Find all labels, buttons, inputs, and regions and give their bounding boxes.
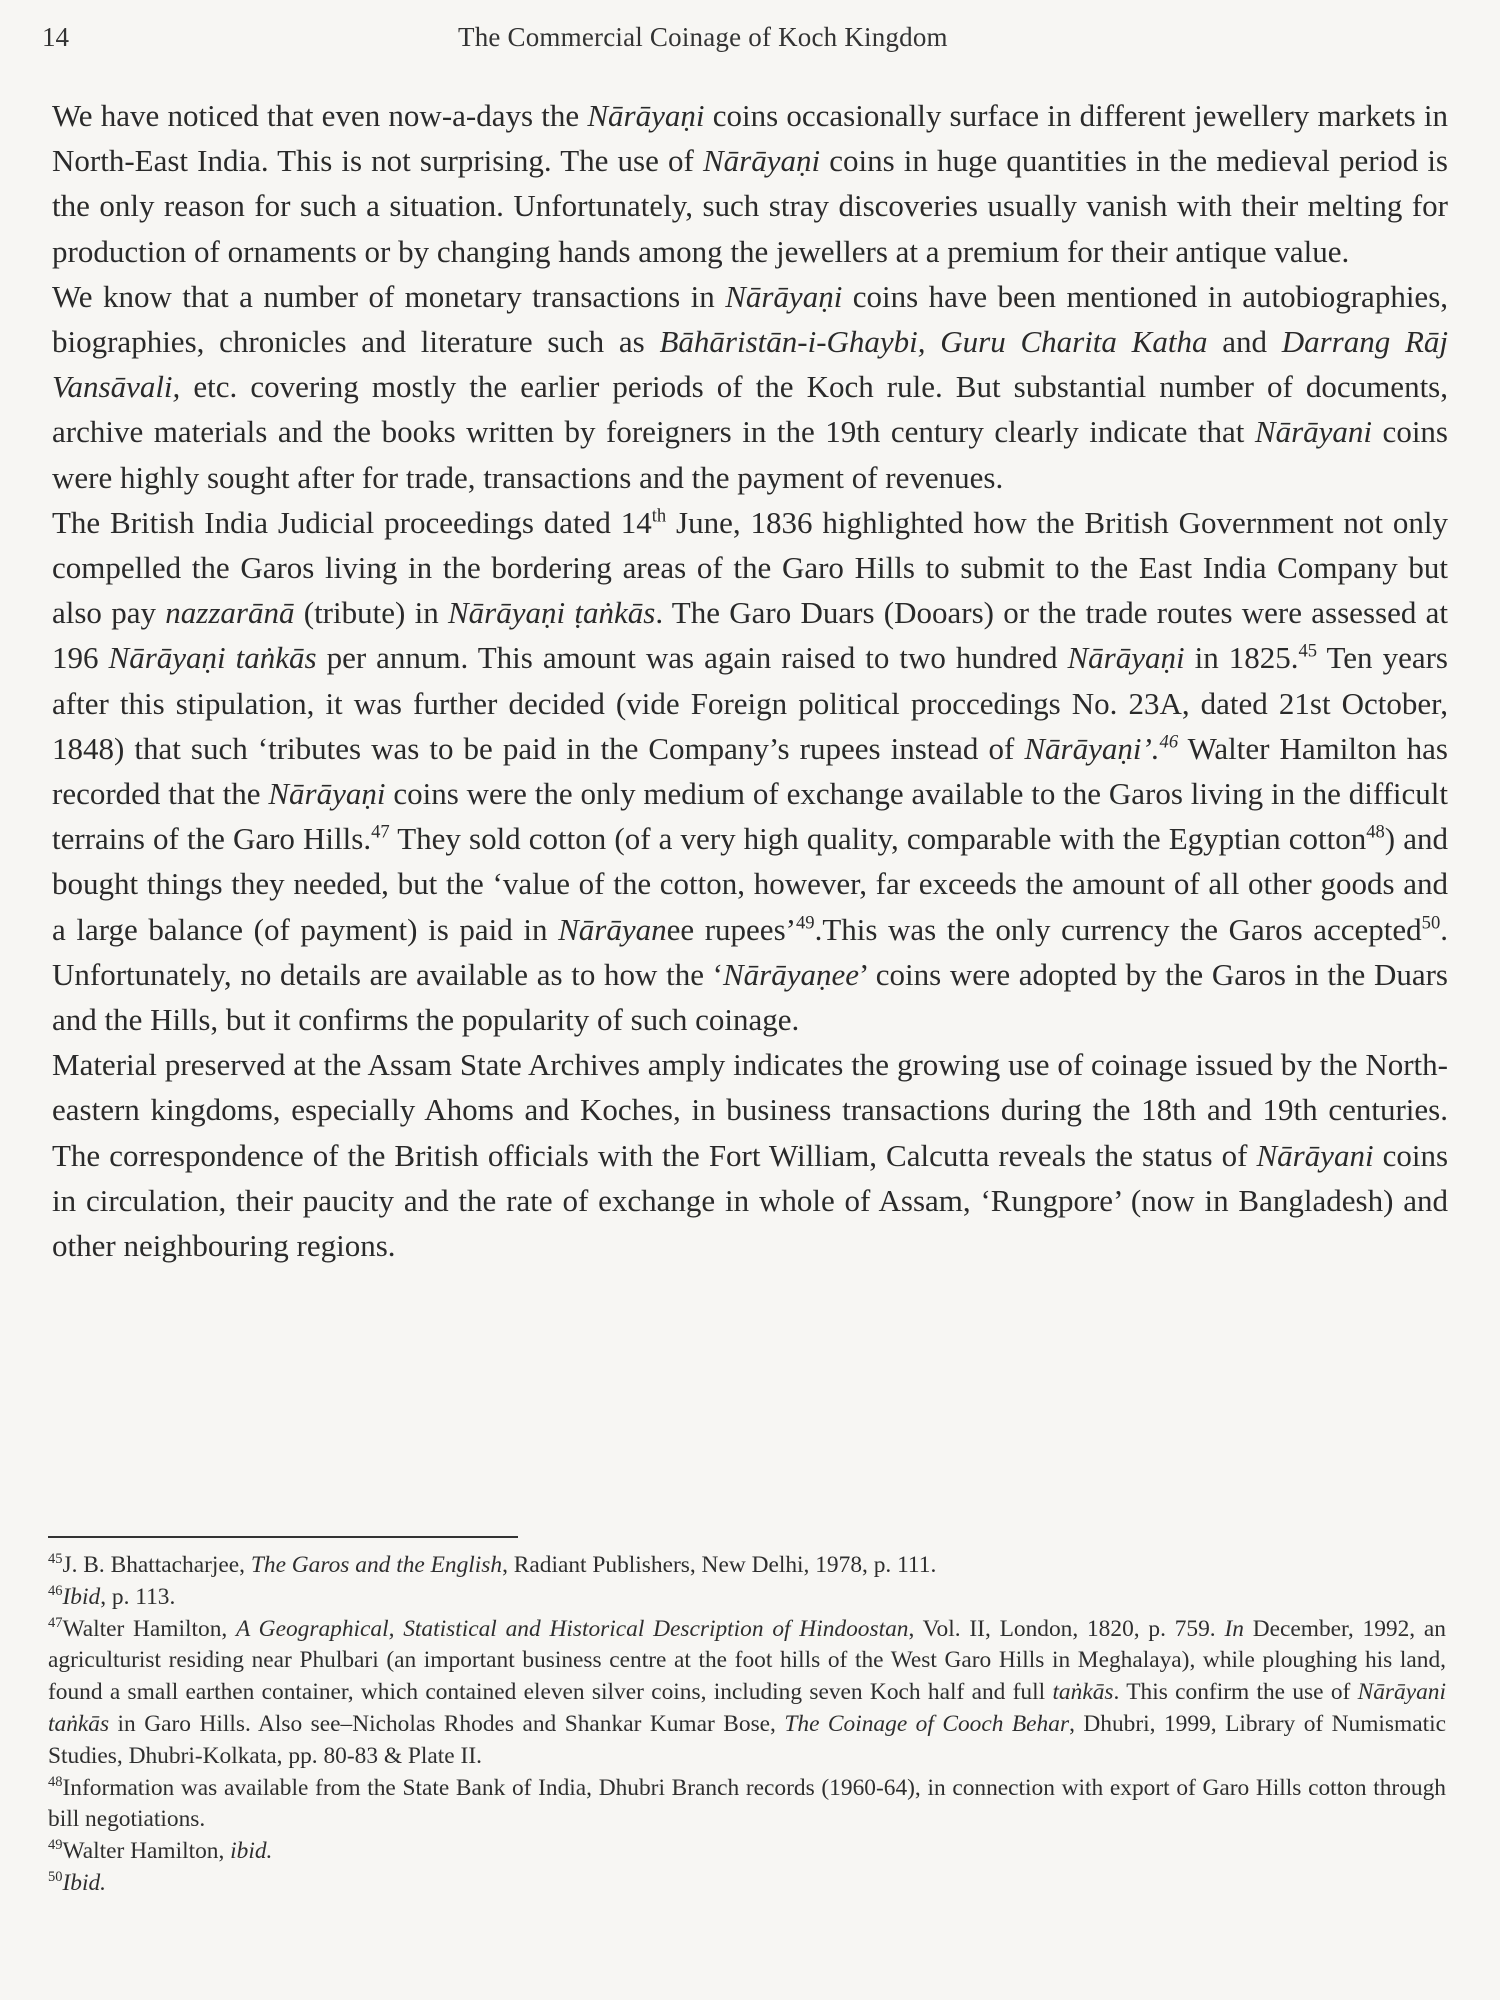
italic-term: In [1224,1615,1244,1642]
footnote [48,1868,1446,1900]
text-run: per annum. This amount was again raised to two hundred [316,640,1068,676]
text-run: . Unfortunately, no details are available as to how the ‘ [52,911,1448,992]
text-run: June, 1836 highlighted how the British Government not only compelled the Garos living in the bordering areas of the Garo Hills to submit to the East India Company but also pay [52,504,1448,631]
text-run: coins have been mentioned in autobiographies, biographies, chronicles and literature such as [52,278,1449,360]
footnote-ref: th [651,505,667,527]
italic-term: Nārāyaṇi ṭaṅkās [447,595,656,631]
text-run: . This confirm the use of [1113,1679,1358,1706]
footnote [48,1550,1446,1582]
italic-term: Nārāyani [1254,414,1373,450]
running-title: The Commercial Coinage of Koch Kingdom [458,22,948,52]
footnote-ref: 48 [1366,821,1385,843]
text-run: coins in huge quantities in the medieval period is the only reason for such a situation. Unfortunately, such stray discoveries usually vanish with their melting for production of ornaments or by changing hands among the jewellers at a premium for their antique value. [52,143,1448,269]
footnote-ref: 49 [795,912,815,934]
paragraph [52,274,1448,500]
text-run: ’ coins were adopted by the Garos in the Duars and the Hills, but it confirms the popularity of such coinage. [52,956,1448,1038]
text-run: Ten years after this stipulation, it was further decided (vide Foreign political proccedings No. 23A, dated 21st October, 1848) that such ‘tributes was to be paid in the Company’s rupees instead of [52,640,1448,766]
text-run: in 1825. [1184,640,1299,676]
text-run: in Garo Hills. Also see–Nicholas Rhodes and Shankar Kumar Bose, [109,1710,785,1737]
footnote-ref: 47 [371,821,390,843]
text-run: coins in circulation, their paucity and the rate of exchange in whole of Assam, ‘Rungpore’ (now in Bangladesh) and other neighbouring regions. [52,1137,1449,1264]
italic-term: nazzarānā [165,595,295,631]
text-run: coins occasionally surface in different jewellery markets in North-East India. This is not surprising. The use of [52,98,1449,179]
running-header [0,22,1500,62]
footnote-number: 47 [48,1614,63,1631]
italic-term: Ibid. [62,1869,107,1896]
italic-term: Nārāyaṇi [702,143,821,179]
text-run: etc. covering mostly the earlier periods of the Koch rule. But substantial number of documents, archive materials and the books written by foreigners in the 19th century clearly indicate that [52,369,1448,450]
text-run: We have noticed that even now-a-days the [52,98,588,133]
text-run: and [1207,324,1282,360]
italic-term: Nārāyan [558,911,667,947]
text-run: , Vol. II, London, 1820, p. 759. [908,1615,1225,1642]
text-run: Walter Hamilton has recorded that the [52,730,1448,812]
text-run: , p. 113. [100,1583,176,1610]
italic-term: Nārāyaṇi taṅkās [108,640,317,676]
footnote [48,1582,1446,1614]
text-run: Walter Hamilton, [62,1838,231,1865]
footnote-number: 49 [48,1837,63,1854]
text-run: Material preserved at the Assam State Archives amply indicates the growing use of coinage issued by the North-eastern kingdoms, especially Ahoms and Koches, in business transactions during the 18th and 19th centuries. The correspondence of the British officials with the Fort William, Calcutta reveals the status of [52,1047,1448,1173]
footnote-number: 48 [48,1773,63,1790]
text-run: December, 1992, an agriculturist residing near Phulbari (an important business centre at the foot hills of the West Garo Hills in Meghalaya), while ploughing his land, found a small earthen container, which contained eleven silver coins, including seven Koch half and full [48,1615,1447,1706]
italic-term: taṅkās [1052,1679,1114,1706]
paragraph [52,500,1448,1042]
footnote [48,1773,1446,1837]
text-run: (tribute) in [294,595,448,631]
footnote-number: 45 [48,1551,63,1568]
italic-term: Nārāyaṇi [725,278,843,314]
paragraph [52,1042,1448,1268]
italic-term: Nārāyaṇee [723,956,860,992]
text-run: coins were highly sought after for trade, transactions and the payment of revenues. [52,414,1448,495]
footnote-ref: 50 [1421,912,1441,934]
italic-term: Nārāyaṇi [268,776,386,812]
italic-term: Nārāyaṇi [1067,640,1185,676]
italic-term: The Coinage of Cooch Behar [784,1710,1070,1737]
footnote [48,1836,1446,1868]
italic-term: Darrang Rāj Vansāvali, [52,324,1448,405]
footnote-ref: 45 [1298,641,1318,663]
text-run: , Radiant Publishers, New Delhi, 1978, p. 111. [502,1552,937,1578]
italic-term: Nārāyani taṅkās [48,1679,1446,1737]
body-text [52,93,1448,1268]
text-run: They sold cotton (of a very high quality, comparable with the Egyptian cotton [389,821,1367,857]
footnote-divider [48,1536,518,1538]
text-run: coins were the only medium of exchange available to the Garos living in the difficult terrains of the Garo Hills. [52,776,1448,857]
text-run: , Dhubri, 1999, Library of Numismatic Studies, Dhubri-Kolkata, pp. 80-83 & Plate II. [48,1710,1446,1769]
footnotes [48,1550,1446,1900]
text-run: Information was available from the State Bank of India, Dhubri Branch records (1960-64), in connection with export of Garo Hills cotton through bill negotiations. [48,1774,1446,1833]
text-run: J. B. Bhattacharjee, [62,1552,251,1578]
italic-term: Bāhāristān-i-Ghaybi, Guru Charita Katha [659,324,1208,360]
text-run: ee rupees’ [666,911,796,947]
footnote-number: 46 [48,1583,63,1599]
text-run: The British India Judicial proceedings dated 14 [52,504,652,540]
italic-term: Nārāyaṇi [587,98,705,133]
text-run: ) and bought things they needed, but the ‘value of the cotton, however, far exceeds the amount of all other goods and a large balance (of payment) is paid in [52,821,1448,947]
italic-term: Ibid [62,1583,101,1610]
italic-term: The Garos and the English [250,1552,503,1578]
footnote [48,1614,1446,1773]
italic-term: A Geographical, Statistical and Historical Description of Hindoostan [236,1615,909,1642]
italic-term: Nārāyaṇi’. [1024,730,1160,766]
text-run: .This was the only currency the Garos accepted [814,911,1422,947]
paragraph [52,93,1448,274]
page-number: 14 [42,22,69,52]
italic-term: ibid. [230,1838,273,1865]
text-run: We know that a number of monetary transactions in [52,278,726,314]
footnote-number: 50 [48,1869,63,1886]
italic-term: Nārāyani [1256,1137,1374,1173]
footnote-ref: 46 [1159,731,1179,753]
text-run: Walter Hamilton, [62,1615,237,1642]
text-run: . The Garo Duars (Dooars) or the trade routes were assessed at 196 [52,595,1448,676]
